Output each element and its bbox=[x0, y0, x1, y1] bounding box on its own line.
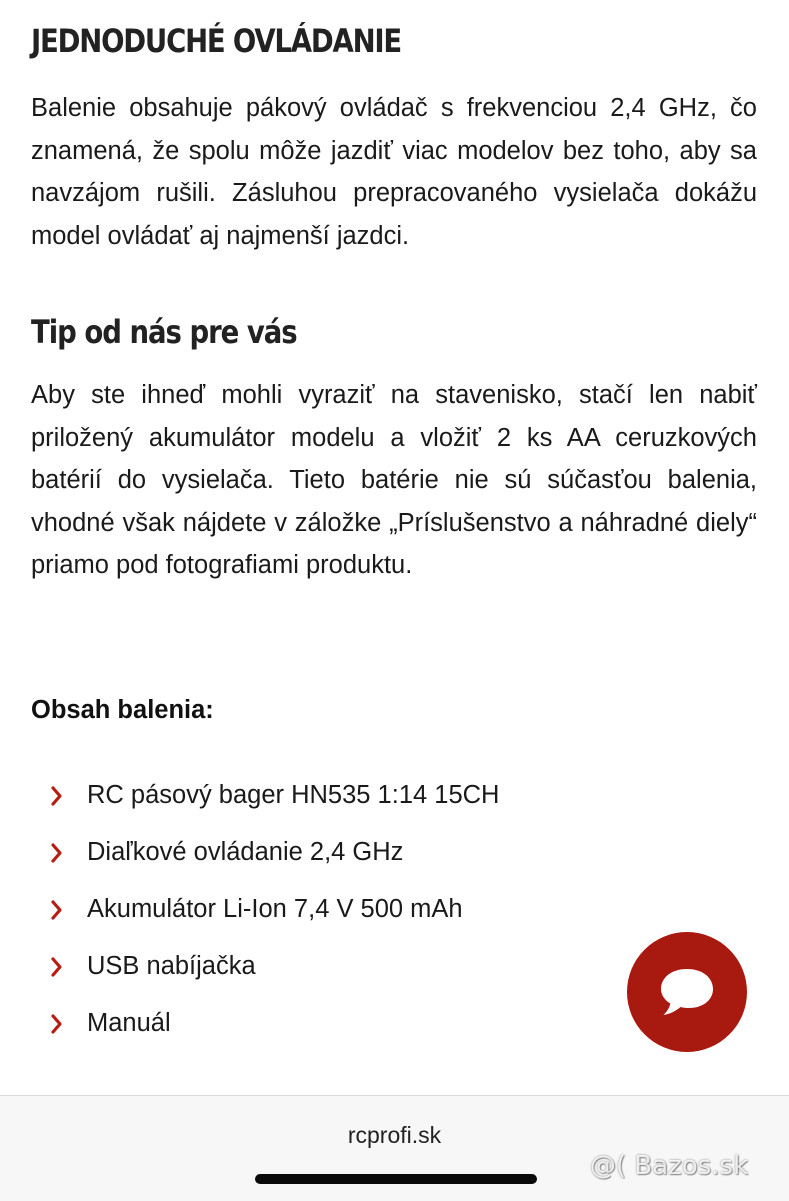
home-indicator[interactable] bbox=[255, 1174, 537, 1184]
list-item bbox=[50, 881, 499, 938]
list-item bbox=[50, 995, 499, 1052]
chat-button[interactable] bbox=[627, 932, 747, 1052]
list-item-label: Akumulátor Li-Ion 7,4 V 500 mAh bbox=[87, 895, 463, 923]
chevron-right-icon bbox=[50, 956, 64, 978]
list-item-label: RC pásový bager HN535 1:14 15CH bbox=[87, 781, 500, 809]
section-heading-tip: Tip od nás pre vás bbox=[31, 313, 297, 351]
list-item-label: USB nabíjačka bbox=[87, 952, 256, 980]
address-bar-url[interactable]: rcprofi.sk bbox=[347, 1122, 442, 1148]
list-item-label: Manuál bbox=[87, 1009, 171, 1037]
list-item bbox=[50, 824, 499, 881]
list-item bbox=[50, 938, 499, 995]
chevron-right-icon bbox=[50, 842, 64, 864]
chevron-right-icon bbox=[50, 899, 64, 921]
watermark: @( Bazos.sk bbox=[590, 1151, 749, 1181]
chevron-right-icon bbox=[50, 1013, 64, 1035]
list-item-label: Diaľkové ovládanie 2,4 GHz bbox=[87, 838, 404, 866]
paragraph-tip: Aby ste ihneď mohli vyraziť na stavenisko, stačí len nabiť priložený akumulátor modelu a vložiť 2 ks AA ceruzkových batérií do vysielača. Tieto batérie nie sú súčasťou balenia, vhodné však nájdete v záložke „Príslušenstvo a náhradné diely“ priamo pod fotografiami produktu. bbox=[31, 381, 757, 579]
paragraph-simple-control: Balenie obsahuje pákový ovládač s frekvenciou 2,4 GHz, čo znamená, že spolu môže jazdiť viac modelov bez toho, aby sa navzájom rušili. Zásluhou prepracovaného vysielača dokážu model ovládať aj najmenší jazdci. bbox=[31, 94, 757, 250]
package-contents-list bbox=[50, 767, 499, 1052]
list-item bbox=[50, 767, 499, 824]
chat-bubble-icon bbox=[656, 963, 718, 1021]
chevron-right-icon bbox=[50, 785, 64, 807]
package-contents-title: Obsah balenia: bbox=[31, 696, 214, 724]
section-heading-simple-control: JEDNODUCHÉ OVLÁDANIE bbox=[31, 22, 402, 60]
